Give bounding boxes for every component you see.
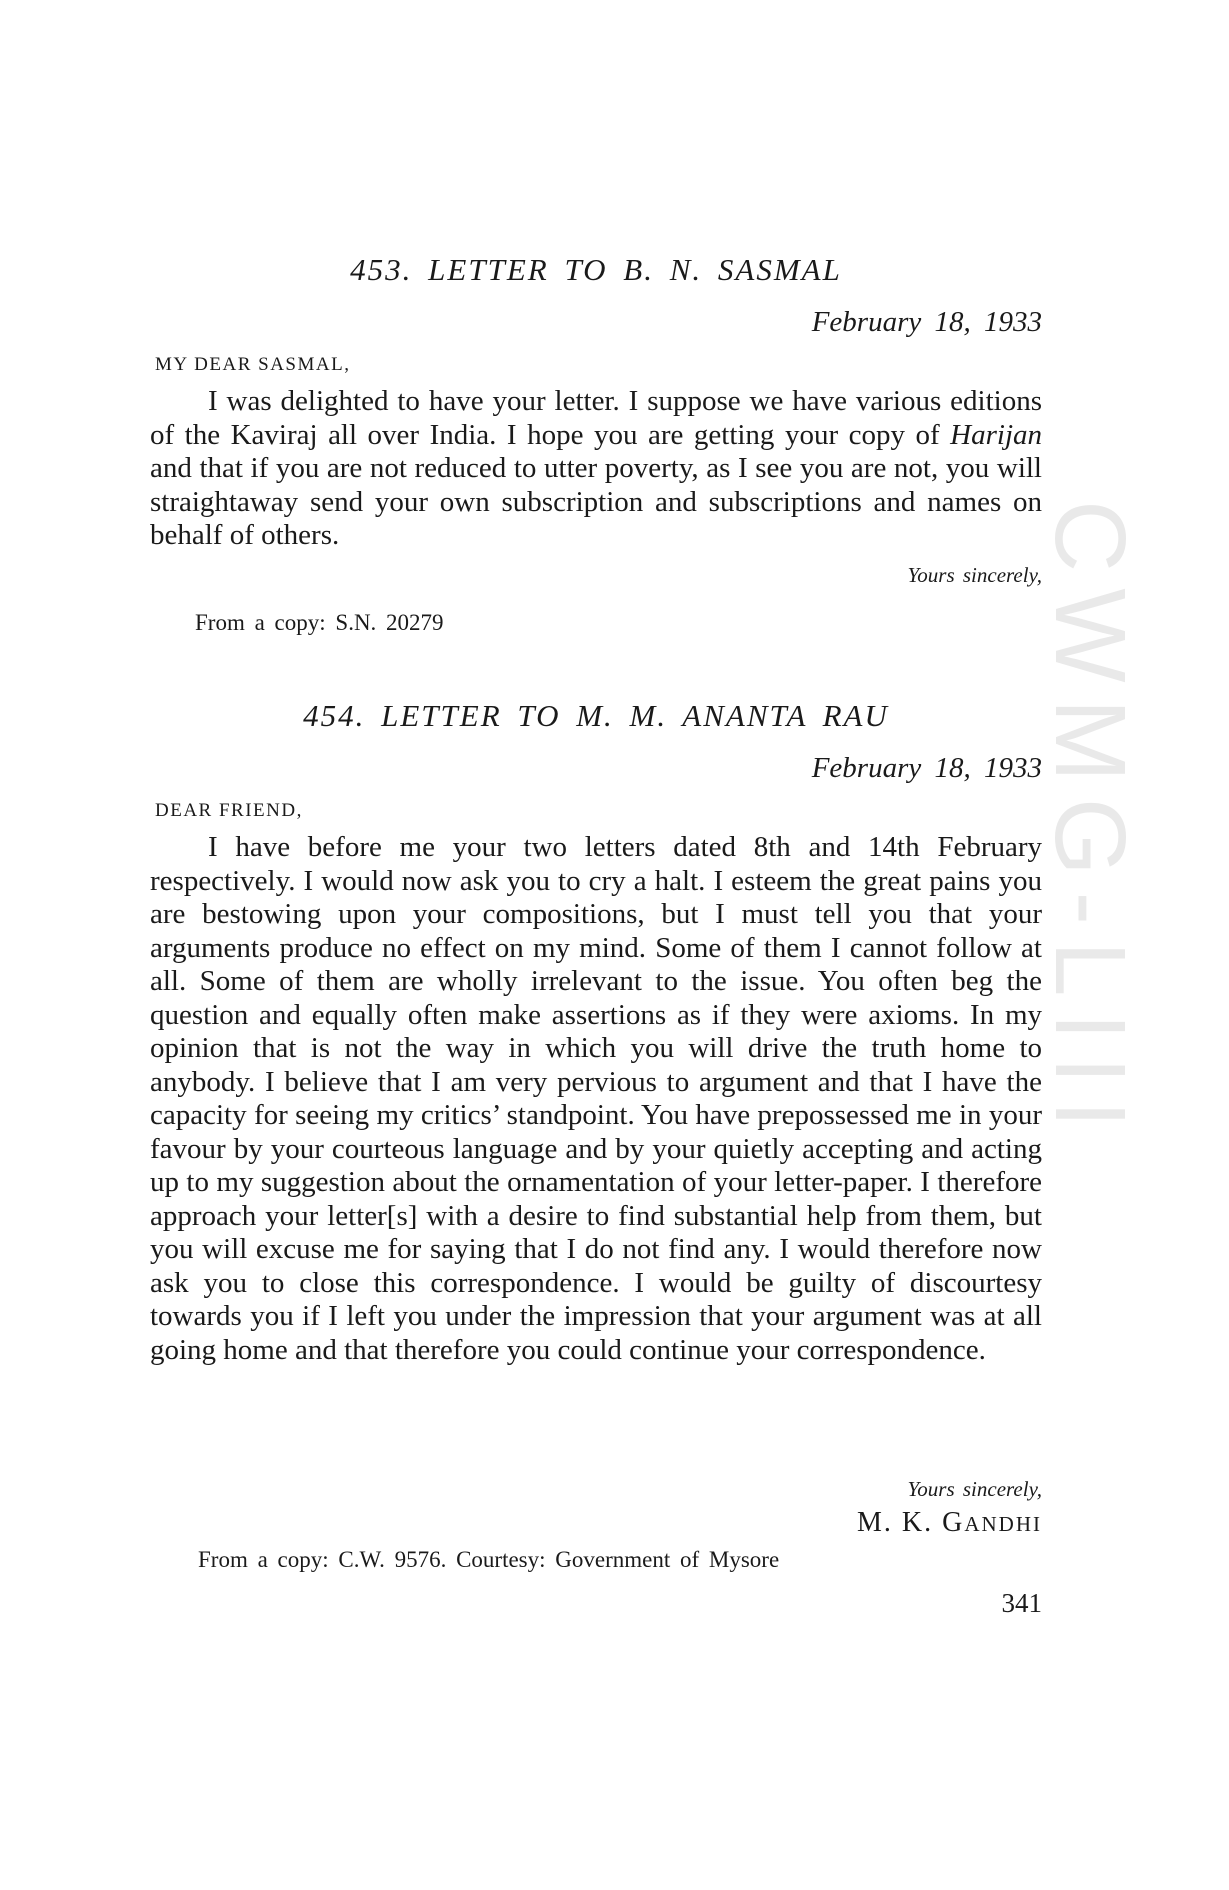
body-text: and that if you are not reduced to utter poverty, as I see you are not, you will straightaway send your own subscription and subscriptions and names on behalf of others. [150, 452, 1042, 551]
signature [857, 1507, 1042, 1539]
body-text: I was delighted to have your letter. I suppose we have various editions of the Kaviraj all over India. I hope you are getting your copy of [150, 385, 1042, 451]
document-page [150, 0, 1042, 1890]
watermark: CWMG-LIII [1034, 500, 1146, 1144]
page-number: 341 [1001, 1588, 1042, 1618]
source-note: From a copy: S.N. 20279 [195, 610, 444, 635]
letter-heading: 454. LETTER TO M. M. ANANTA RAU [303, 698, 889, 733]
signature-surname: ANDHI [964, 1512, 1042, 1536]
letter-heading: 453. LETTER TO B. N. SASMAL [350, 252, 842, 287]
letter-body: I have before me your two letters dated 8th and 14th February respectively. I would now ask you to cry a halt. I esteem the great pains you are bestowing upon your compositions, but I must tell you that your arguments produce no effect on my mind. Some of them I cannot follow at all. Some of them are wholly irrelevant to the issue. You often beg the question and equally often make assertions as if they were axioms. In my opinion that is not the way in which you will drive the truth home to anybody. I believe that I am very pervious to argument and that I have the capacity for seeing my critics’ standpoint. You have prepossessed me in your favour by your courteous language and by your quietly accepting and acting up to my suggestion about the ornamentation of your letter-paper. I therefore approach your letter[s] with a desire to find substantial help from them, but you will excuse me for saying that I do not find any. I would therefore now ask you to close this correspondence. I would be guilty of discourtesy towards you if I left you under the impression that your argument was at all going home and that therefore you could continue your correspondence. [150, 831, 1042, 1366]
letter-closing: Yours sincerely, [907, 563, 1042, 587]
signature-initials: M. K. G [857, 1507, 965, 1538]
body-italic-text: Harijan [950, 418, 1042, 451]
salutation: MY DEAR SASMAL, [155, 354, 351, 375]
salutation: DEAR FRIEND, [155, 800, 303, 821]
letter-date: February 18, 1933 [811, 306, 1042, 338]
letter-closing: Yours sincerely, [907, 1477, 1042, 1501]
letter-body [150, 385, 1042, 553]
letter-date: February 18, 1933 [811, 752, 1042, 784]
source-note: From a copy: C.W. 9576. Courtesy: Government of Mysore [198, 1547, 780, 1572]
